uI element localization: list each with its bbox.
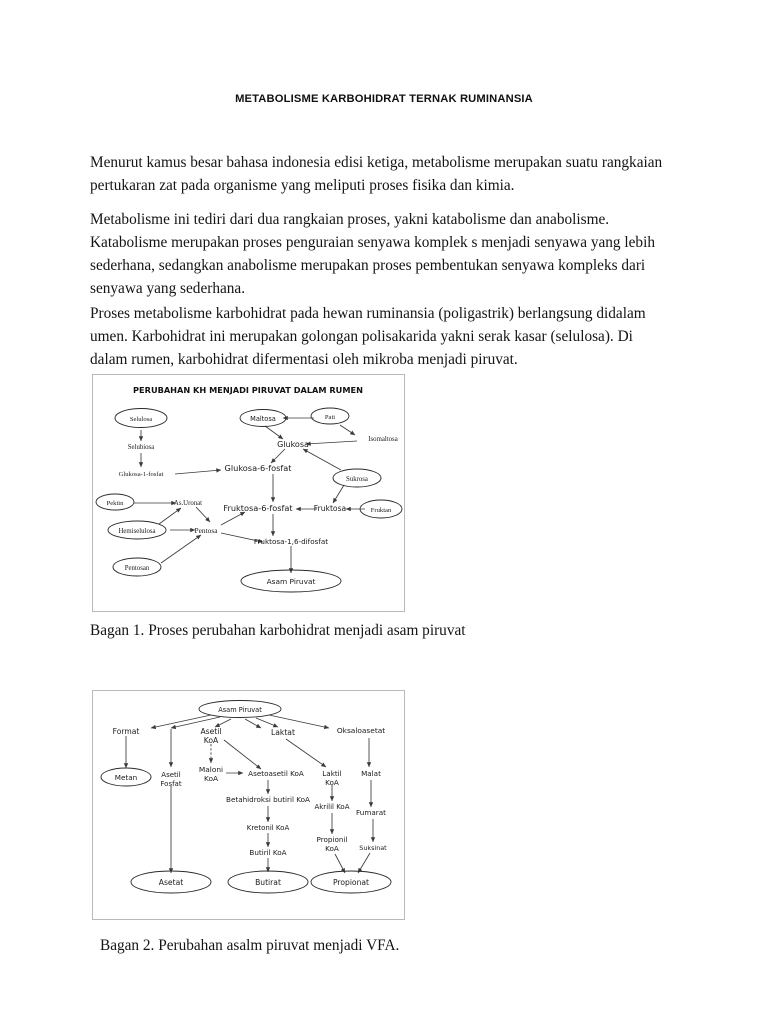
node-butirat-label: Butirat xyxy=(255,878,281,887)
node-propionil-koa-label-1: Propionil xyxy=(316,835,348,844)
node-glukosa-label: Glukosa xyxy=(277,440,309,449)
diagram-1-svg xyxy=(93,375,404,611)
node-pentosa-label: Pentosa xyxy=(194,526,218,535)
node-fruktosa-label: Fruktosa xyxy=(313,504,347,513)
node-asetil-fosfat-label-1: Asetil xyxy=(161,771,181,779)
node-maloni-koa-label-1: Maloni xyxy=(198,765,224,774)
node-as-uronat-label: As.Uronat xyxy=(173,500,203,507)
node-selulosa-label: Selulosa xyxy=(129,416,153,423)
node-laktat-label: Laktat xyxy=(271,728,295,737)
figure-diagram-1 xyxy=(92,374,405,612)
diagram-2-nodes xyxy=(101,701,391,894)
node-fumarat-label: Fumarat xyxy=(356,808,386,817)
node-format-label: Format xyxy=(112,727,140,736)
node-selubiosa-label: Selubiosa xyxy=(127,444,155,451)
node-fruktan-label: Fruktan xyxy=(370,507,392,514)
node-asam-piruvat-label: Asam Piruvat xyxy=(218,706,262,714)
paragraph-3: Proses metabolisme karbohidrat pada hewan ruminansia (poligastrik) berlangsung didalam umen. Karbohidrat ini merupakan golongan polisakarida yakni serak kasar (selulosa). Di dalam rumen, karbohidrat difermentasi oleh mikroba menjadi piruvat. xyxy=(90,305,646,368)
figure-diagram-2 xyxy=(92,690,405,920)
node-fruktosa-6-fosfat-label: Fruktosa-6-fosfat xyxy=(223,503,293,513)
diagram-2-svg xyxy=(93,691,404,919)
node-malat-label: Malat xyxy=(361,769,381,778)
diagram-1-nodes xyxy=(96,408,402,592)
figure-1-caption: Bagan 1. Proses perubahan karbohidrat menjadi asam piruvat xyxy=(90,622,466,639)
page-title: METABOLISME KARBOHIDRAT TERNAK RUMINANSIA xyxy=(235,93,533,105)
node-asetil-koa-label-2: KoA xyxy=(203,736,219,745)
node-metan-label: Metan xyxy=(114,773,138,782)
node-pektin-label: Pektin xyxy=(106,500,124,507)
diagram-1-title: PERUBAHAN KH MENJADI PIRUVAT DALAM RUMEN xyxy=(133,385,363,395)
node-akrilil-koa-label: Akrilil KoA xyxy=(314,803,350,811)
node-betahidroksi-butiril-koa-label: Betahidroksi butiril KoA xyxy=(226,795,310,804)
node-maloni-koa-label-2: KoA xyxy=(203,774,219,783)
node-kretonil-koa-label: Kretonil KoA xyxy=(246,824,290,832)
node-propionat-label: Propionat xyxy=(332,878,370,887)
node-hemiselulosa-label: Hemiselulosa xyxy=(118,528,156,535)
node-laktil-koa-label-2: KoA xyxy=(325,778,339,787)
node-glukosa-1-fosfat-label: Glukosa-1-fosfat xyxy=(118,471,164,478)
node-asetoasetil-koa-label: Asetoasetil KoA xyxy=(248,769,304,778)
node-glukosa-6-fosfat-label: Glukosa-6-fosfat xyxy=(224,463,292,473)
node-isomaltosa-label: Isomaltosa xyxy=(368,436,398,443)
node-asam-piruvat-label: Asam Piruvat xyxy=(266,577,316,586)
node-fruktosa-1-6-difosfat-label: Fruktosa-1,6-difosfat xyxy=(253,537,329,546)
node-maltosa-label: Maltosa xyxy=(250,415,276,423)
node-propionil-koa-label-2: KoA xyxy=(325,844,339,853)
node-asetil-koa-label-1: Asetil xyxy=(200,727,222,736)
paragraph-2: Metabolisme ini tediri dari dua rangkaian proses, yakni katabolisme dan anabolisme. Katabolisme merupakan proses penguraian senyawa komplek s menjadi senyawa yang lebih sederhana, sedangkan anabolisme merupakan proses pembentukan senyawa kompleks dari senyawa yang sederhana. xyxy=(90,211,655,297)
paragraph-1: Menurut kamus besar bahasa indonesia edisi ketiga, metabolisme merupakan suatu rangkaian pertukaran zat pada organisme yang meliputi proses fisika dan kimia. xyxy=(90,154,663,194)
diagram-1-edges xyxy=(134,418,365,573)
figure-2-caption: Bagan 2. Perubahan asalm piruvat menjadi VFA. xyxy=(100,937,400,954)
node-pentosan-label: Pentosan xyxy=(124,565,150,572)
node-asetat-label: Asetat xyxy=(158,878,184,887)
node-pati-label: Pati xyxy=(324,414,336,421)
node-suksinat-label: Suksinat xyxy=(359,844,387,852)
node-sukrosa-label: Sukrosa xyxy=(346,476,368,483)
node-asetil-fosfat-label-2: Fosfat xyxy=(160,780,182,788)
node-laktil-koa-label-1: Laktil xyxy=(322,769,342,778)
node-oksaloasetat-label: Oksaloasetat xyxy=(336,726,386,735)
node-butiril-koa-label: Butiril KoA xyxy=(249,848,287,857)
